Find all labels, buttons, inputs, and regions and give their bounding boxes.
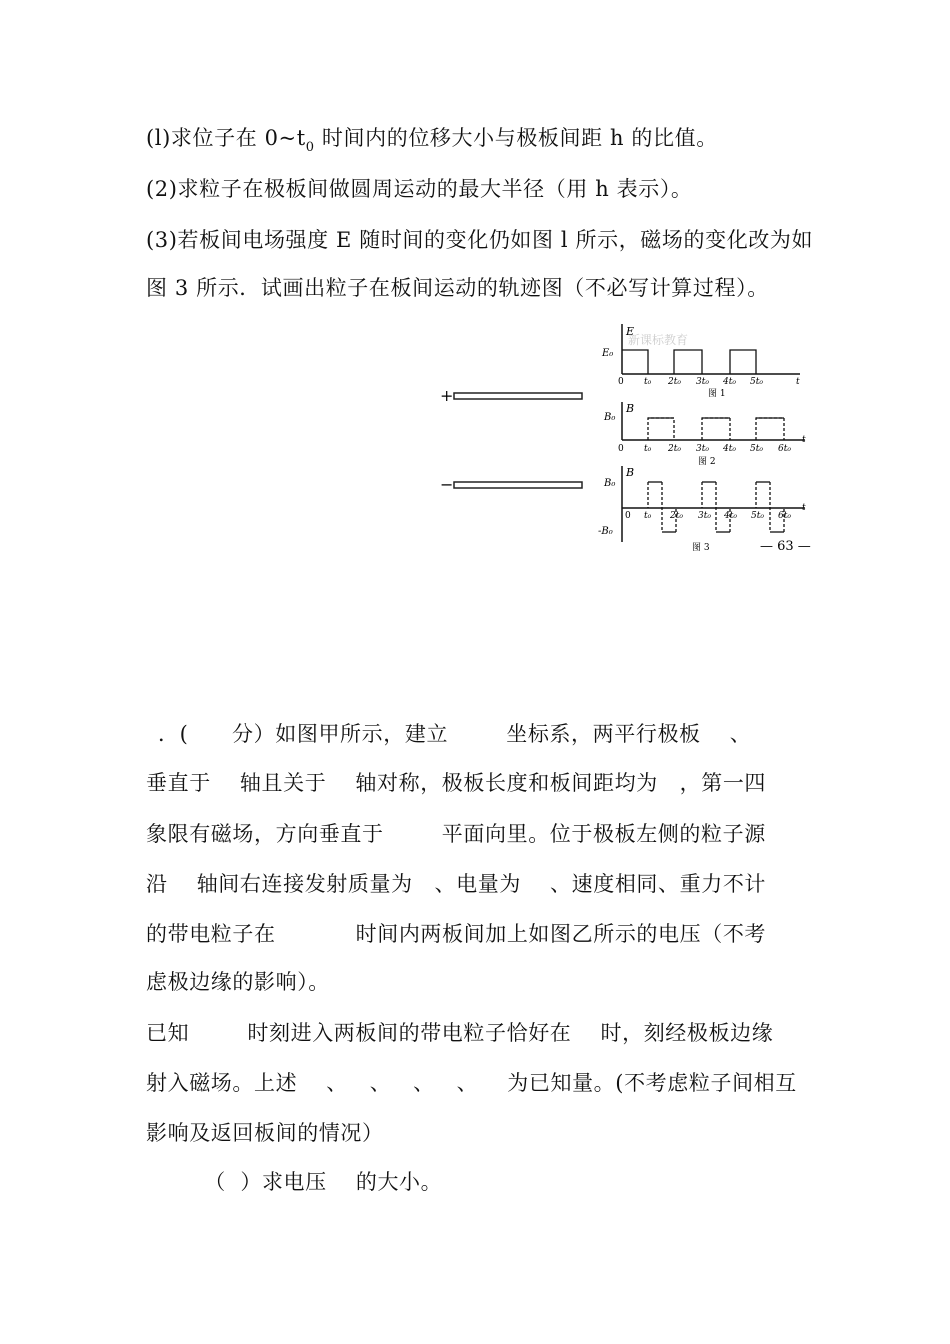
graph1-tick: 4t₀ bbox=[723, 377, 736, 387]
graph2-tick: 2t₀ bbox=[668, 444, 681, 454]
graph2-tick: 5t₀ bbox=[750, 444, 763, 454]
graph-2 bbox=[603, 402, 806, 467]
problem-text-line: 象限有磁场，方向垂直于 平面向里。位于极板左侧的粒子源 bbox=[146, 822, 766, 846]
graph2-tick: 4t₀ bbox=[723, 444, 736, 454]
graph2-tick: 6t₀ bbox=[778, 444, 791, 454]
graph2-tick: t₀ bbox=[644, 444, 652, 454]
graph3-y-label: B bbox=[626, 466, 635, 479]
graph2-pulse-3 bbox=[756, 418, 784, 440]
graph2-caption: 图 2 bbox=[698, 457, 716, 467]
problem-text-line: 垂直于 轴且关于 轴对称，极板长度和板间距均为 ，第一四 bbox=[146, 771, 767, 795]
graph3-tick: t₀ bbox=[644, 511, 652, 521]
graph2-x-label: t bbox=[802, 435, 806, 445]
graph3-level-neg: -B₀ bbox=[598, 526, 613, 537]
graph2-level-label: B₀ bbox=[604, 412, 616, 423]
graph1-pulse-1 bbox=[622, 350, 648, 374]
graph1-tick: 0 bbox=[618, 377, 624, 387]
upper-plate bbox=[454, 393, 582, 399]
lower-plate bbox=[454, 482, 582, 488]
watermark: 新课标教育 bbox=[628, 333, 689, 347]
graph3-tick: 4t₀ bbox=[724, 511, 737, 521]
graph2-tick: 0 bbox=[618, 444, 624, 454]
graph1-pulse-3 bbox=[730, 350, 756, 374]
problem-text-line: 已知 时刻进入两板间的带电粒子恰好在 时，刻经极板边缘 bbox=[146, 1021, 774, 1045]
graph3-tick: 3t₀ bbox=[698, 511, 711, 521]
graph1-tick: 2t₀ bbox=[668, 377, 681, 387]
figure-plates-and-graphs bbox=[430, 320, 830, 560]
question-part-1: (l)求位子在 $0\sim t_0$ 时间内的位移大小与极板间距 h 的比值。 bbox=[146, 126, 718, 155]
graph3-x-label: t bbox=[802, 503, 806, 513]
graph1-pulse-2 bbox=[674, 350, 702, 374]
graph-1 bbox=[601, 324, 800, 399]
sub-question-1: （ ）求电压 的大小。 bbox=[146, 1170, 443, 1194]
problem-text-line: 沿 轴间右连接发射质量为 、电量为 、速度相同、重力不计 bbox=[146, 872, 767, 896]
problem-text-line: 射入磁场。上述 、 、 、 、 为已知量。(不考虑粒子间相互 bbox=[146, 1071, 797, 1095]
graph2-pulse-2 bbox=[702, 418, 730, 440]
graph2-y-label: B bbox=[626, 402, 635, 415]
graph1-tick: 3t₀ bbox=[696, 377, 709, 387]
page-number: — 63 — bbox=[760, 539, 811, 554]
graph1-tick: t₀ bbox=[644, 377, 652, 387]
graph3-tick: 5t₀ bbox=[751, 511, 764, 521]
question-part-3: (3)若板间电场强度 E 随时间的变化仍如图 l 所示，磁场的变化改为如 bbox=[146, 228, 814, 252]
graph1-caption: 图 1 bbox=[708, 389, 726, 399]
plate-plus-sign: + bbox=[440, 386, 454, 405]
graph2-pulse-1 bbox=[648, 418, 674, 440]
graph3-tick: 2t₀ bbox=[670, 511, 683, 521]
problem-text-line: 影响及返回板间的情况） bbox=[146, 1121, 384, 1145]
question-part-3-cont: 图 3 所示．试画出粒子在板间运动的轨迹图（不必写计算过程）。 bbox=[146, 276, 769, 300]
graph3-level-pos: B₀ bbox=[604, 478, 616, 489]
question-part-2: (2)求粒子在极板间做圆周运动的最大半径（用 h 表示）。 bbox=[146, 177, 693, 201]
graph3-tick: 0 bbox=[625, 511, 631, 521]
graph1-tick: 5t₀ bbox=[750, 377, 763, 387]
graph3-caption: 图 3 bbox=[692, 543, 710, 553]
figure-svg bbox=[430, 320, 830, 560]
graph3-tick: 6t₀ bbox=[778, 511, 791, 521]
problem-intro-line: ．( 分）如图甲所示，建立 坐标系，两平行极板 、 bbox=[158, 722, 752, 746]
plate-minus-sign: − bbox=[440, 475, 454, 494]
problem-text-line: 的带电粒子在 时间内两板间加上如图乙所示的电压（不考 bbox=[146, 922, 767, 946]
graph1-level-label: E₀ bbox=[602, 348, 614, 359]
graph-3 bbox=[598, 466, 811, 554]
graph1-x-label: t bbox=[796, 377, 800, 387]
problem-text-line: 虑极边缘的影响）。 bbox=[146, 970, 330, 994]
graph2-tick: 3t₀ bbox=[696, 444, 709, 454]
graph1-y-label: E bbox=[626, 325, 635, 338]
